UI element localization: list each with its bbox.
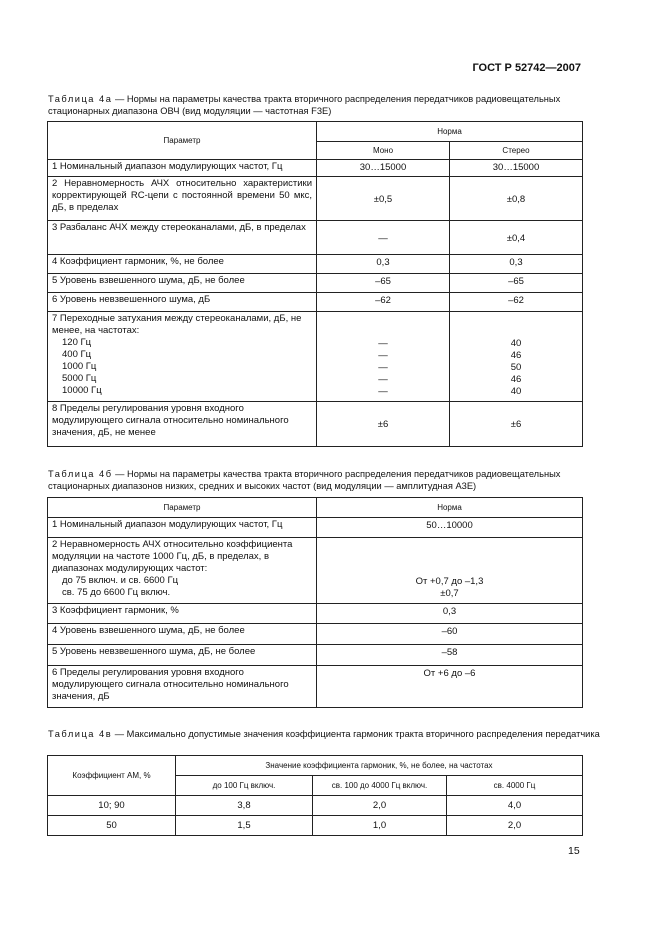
table-row: 10; 90 3,8 2,0 4,0 bbox=[48, 796, 583, 816]
table-row: 4 Коэффициент гармоник, %, не более 0,3 0,3 bbox=[48, 255, 583, 274]
column-header-parameter: Параметр bbox=[48, 122, 317, 160]
page-number: 15 bbox=[568, 845, 580, 857]
table-row: 8 Пределы регулирования уровня входного модулирующего сигнала относительно номинального значения, дБ, не менее ±6 ±6 bbox=[48, 402, 583, 447]
standard-number: ГОСТ Р 52742—2007 bbox=[472, 62, 581, 74]
table-row: 1 Номинальный диапазон модулирующих частот, Гц 50…10000 bbox=[48, 518, 583, 538]
table-row: 6 Пределы регулирования уровня входного модулирующего сигнала относительно номинального значения, дБ От +6 до –6 bbox=[48, 666, 583, 708]
column-header-over-4000: св. 4000 Гц bbox=[447, 776, 583, 796]
table-row: 4 Уровень взвешенного шума, дБ, не более –60 bbox=[48, 624, 583, 645]
table-row: 7 Переходные затухания между стереоканалами, дБ, не менее, на частотах: 120 Гц 400 Гц 1000 Гц 5000 Гц 10000 Гц — — — — — 40 46 50 46 40 bbox=[48, 312, 583, 402]
table-4v bbox=[47, 755, 583, 836]
table-row: 3 Коэффициент гармоник, % 0,3 bbox=[48, 604, 583, 624]
column-header-upto-100: до 100 Гц включ. bbox=[176, 776, 313, 796]
column-header-norm: Норма bbox=[317, 498, 583, 518]
table-row: 5 Уровень взвешенного шума, дБ, не более –65 –65 bbox=[48, 274, 583, 293]
column-header-stereo: Стерео bbox=[450, 142, 583, 160]
column-header-parameter: Параметр bbox=[48, 498, 317, 518]
column-header-harmonics: Значение коэффициента гармоник, %, не более, на частотах bbox=[176, 756, 583, 776]
table-row: 6 Уровень невзвешенного шума, дБ –62 –62 bbox=[48, 293, 583, 312]
column-header-norm: Норма bbox=[317, 122, 583, 142]
table-4a bbox=[47, 121, 583, 447]
column-header-mono: Моно bbox=[317, 142, 450, 160]
table-row: 5 Уровень невзвешенного шума, дБ, не более –58 bbox=[48, 645, 583, 666]
table-4b bbox=[47, 497, 583, 708]
table-row: 2 Неравномерность АЧХ относительно коэффициента модуляции на частоте 1000 Гц, дБ, в пределах, в диапазонах модулирующих частот: до 75 включ. и св. 6600 Гц св. 75 до 6600 Гц включ. От +0,7 до –1,3 ±0,7 bbox=[48, 538, 583, 604]
table-4v-caption: Таблица 4в — Максимально допустимые значения коэффициента гармоник тракта вторичного распределения передатчика bbox=[48, 729, 600, 739]
column-header-100-4000: св. 100 до 4000 Гц включ. bbox=[313, 776, 447, 796]
table-row: 1 Номинальный диапазон модулирующих частот, Гц 30…15000 30…15000 bbox=[48, 160, 583, 177]
table-4b-caption: Таблица 4б — Нормы на параметры качества тракта вторичного распределения передатчиков радиовещательных стационарных диапазонов низких, средних и высоких частот (вид модуляции — амплитудная А3Е) bbox=[48, 469, 561, 491]
table-row: 50 1,5 1,0 2,0 bbox=[48, 816, 583, 836]
column-header-am: Коэффициент АМ, % bbox=[48, 756, 176, 796]
table-row: 2 Неравномерность АЧХ относительно характеристики корректирующей RC-цепи с постоянной времени 50 мкс, дБ, в пределах ±0,5 ±0,8 bbox=[48, 177, 583, 221]
table-row: 3 Разбаланс АЧХ между стереоканалами, дБ, в пределах — ±0,4 bbox=[48, 221, 583, 255]
table-4a-caption: Таблица 4а — Нормы на параметры качества тракта вторичного распределения передатчиков радиовещательных стационарных диапазона ОВЧ (вид модуляции — частотная F3E) bbox=[48, 94, 561, 116]
